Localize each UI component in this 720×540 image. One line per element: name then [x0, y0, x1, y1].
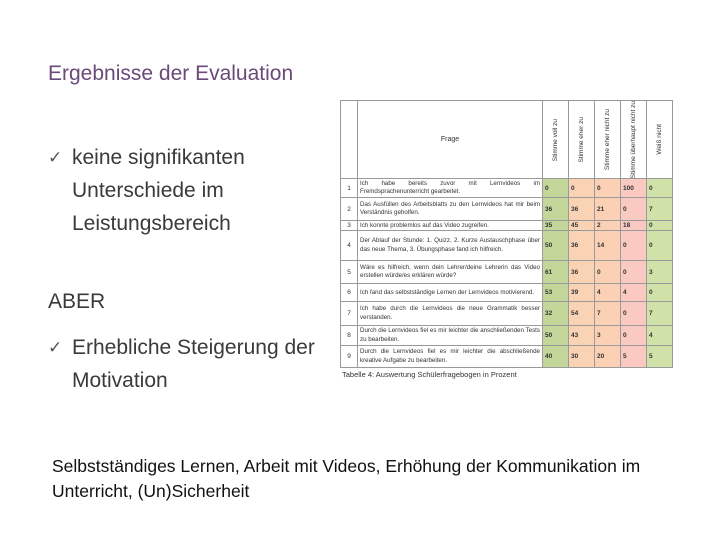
value-cell: 100 — [621, 179, 647, 198]
value-cell: 0 — [569, 179, 595, 198]
value-cell: 4 — [647, 326, 673, 346]
bullet-item — [48, 331, 342, 397]
table-row — [341, 326, 673, 346]
value-cell: 0 — [647, 179, 673, 198]
value-cell: 0 — [621, 261, 647, 284]
table-row — [341, 261, 673, 284]
bullet-text: keine signifikanten Unterschiede im Leistungsbereich — [72, 146, 245, 235]
value-cell: 61 — [543, 261, 569, 284]
value-cell: 7 — [595, 302, 621, 326]
table-row — [341, 231, 673, 261]
question-cell: Wäre es hilfreich, wenn dein Lehrer/deine Lehrerin das Video erstellen würde/es erklären würde? — [358, 261, 543, 284]
row-number: 9 — [341, 346, 358, 368]
value-cell: 40 — [543, 346, 569, 368]
value-cell: 0 — [647, 221, 673, 231]
column-header: Stimme eher zu — [569, 101, 595, 179]
value-cell: 36 — [543, 198, 569, 221]
question-cell: Ich fand das selbstständige Lernen der Lernvideos motivierend. — [358, 284, 543, 302]
value-cell: 35 — [543, 221, 569, 231]
value-cell: 4 — [621, 284, 647, 302]
row-number: 3 — [341, 221, 358, 231]
table-row — [341, 198, 673, 221]
value-cell: 18 — [621, 221, 647, 231]
value-cell: 36 — [569, 261, 595, 284]
evaluation-table-figure — [340, 100, 673, 379]
value-cell: 50 — [543, 231, 569, 261]
aber-heading: ABER — [48, 290, 106, 313]
value-cell: 53 — [543, 284, 569, 302]
bullet-item — [48, 141, 342, 240]
question-cell: Der Ablauf der Stunde: 1. Quizz, 2. Kurze Austauschphase über das neue Thema, 3. Übungsphase fand ich hilfreich. — [358, 231, 543, 261]
value-cell: 5 — [621, 346, 647, 368]
table-row — [341, 302, 673, 326]
value-cell: 0 — [595, 261, 621, 284]
checkmark-icon: ✓ — [48, 148, 63, 167]
column-header: Stimme voll zu — [543, 101, 569, 179]
page-title: Ergebnisse der Evaluation — [48, 62, 294, 85]
question-cell: Durch die Lernvideos fiel es mir leichter die abschließende kreative Aufgabe zu bearbeiten. — [358, 346, 543, 368]
value-cell: 21 — [595, 198, 621, 221]
value-cell: 0 — [543, 179, 569, 198]
question-cell: Ich konnte problemlos auf das Video zugreifen. — [358, 221, 543, 231]
table-row — [341, 284, 673, 302]
row-number: 8 — [341, 326, 358, 346]
frage-column-header: Frage — [358, 101, 543, 179]
value-cell: 0 — [647, 284, 673, 302]
value-cell: 14 — [595, 231, 621, 261]
row-number: 6 — [341, 284, 358, 302]
value-cell: 54 — [569, 302, 595, 326]
row-number: 4 — [341, 231, 358, 261]
value-cell: 45 — [569, 221, 595, 231]
value-cell: 0 — [621, 231, 647, 261]
checkmark-icon: ✓ — [48, 338, 63, 357]
table-row — [341, 179, 673, 198]
column-header: Stimme überhaupt nicht zu — [621, 101, 647, 179]
value-cell: 4 — [595, 284, 621, 302]
value-cell: 7 — [647, 302, 673, 326]
row-number: 7 — [341, 302, 358, 326]
table-caption: Tabelle 4: Auswertung Schülerfragebogen in Prozent — [342, 370, 517, 380]
summary-text: Selbstständiges Lernen, Arbeit mit Videos, Erhöhung der Kommunikation im Unterricht, (Un)Sicherheit — [52, 456, 641, 501]
row-number: 1 — [341, 179, 358, 198]
table-row — [341, 346, 673, 368]
bullet-text: Erhebliche Steigerung der Motivation — [72, 336, 315, 392]
value-cell: 50 — [543, 326, 569, 346]
value-cell: 3 — [647, 261, 673, 284]
value-cell: 0 — [595, 179, 621, 198]
column-header: Weiß nicht — [647, 101, 673, 179]
value-cell: 0 — [647, 231, 673, 261]
question-cell: Ich habe durch die Lernvideos die neue Grammatik besser verstanden. — [358, 302, 543, 326]
value-cell: 5 — [647, 346, 673, 368]
question-cell: Durch die Lernvideos fiel es mir leichter die anschließenden Tests zu bearbeiten. — [358, 326, 543, 346]
value-cell: 20 — [595, 346, 621, 368]
value-cell: 32 — [543, 302, 569, 326]
value-cell: 43 — [569, 326, 595, 346]
evaluation-table — [340, 100, 673, 368]
number-column-header — [341, 101, 358, 179]
value-cell: 0 — [621, 326, 647, 346]
value-cell: 36 — [569, 231, 595, 261]
value-cell: 39 — [569, 284, 595, 302]
value-cell: 3 — [595, 326, 621, 346]
value-cell: 0 — [621, 198, 647, 221]
value-cell: 36 — [569, 198, 595, 221]
value-cell: 2 — [595, 221, 621, 231]
value-cell: 0 — [621, 302, 647, 326]
value-cell: 7 — [647, 198, 673, 221]
row-number: 5 — [341, 261, 358, 284]
question-cell: Ich habe bereits zuvor mit Lernvideos im Fremdsprachenunterricht gearbeitet. — [358, 179, 543, 198]
table-row — [341, 221, 673, 231]
value-cell: 30 — [569, 346, 595, 368]
column-header: Stimme eher nicht zu — [595, 101, 621, 179]
question-cell: Das Ausfüllen des Arbeitsblatts zu den Lernvideos hat mir beim Verständnis geholfen. — [358, 198, 543, 221]
row-number: 2 — [341, 198, 358, 221]
